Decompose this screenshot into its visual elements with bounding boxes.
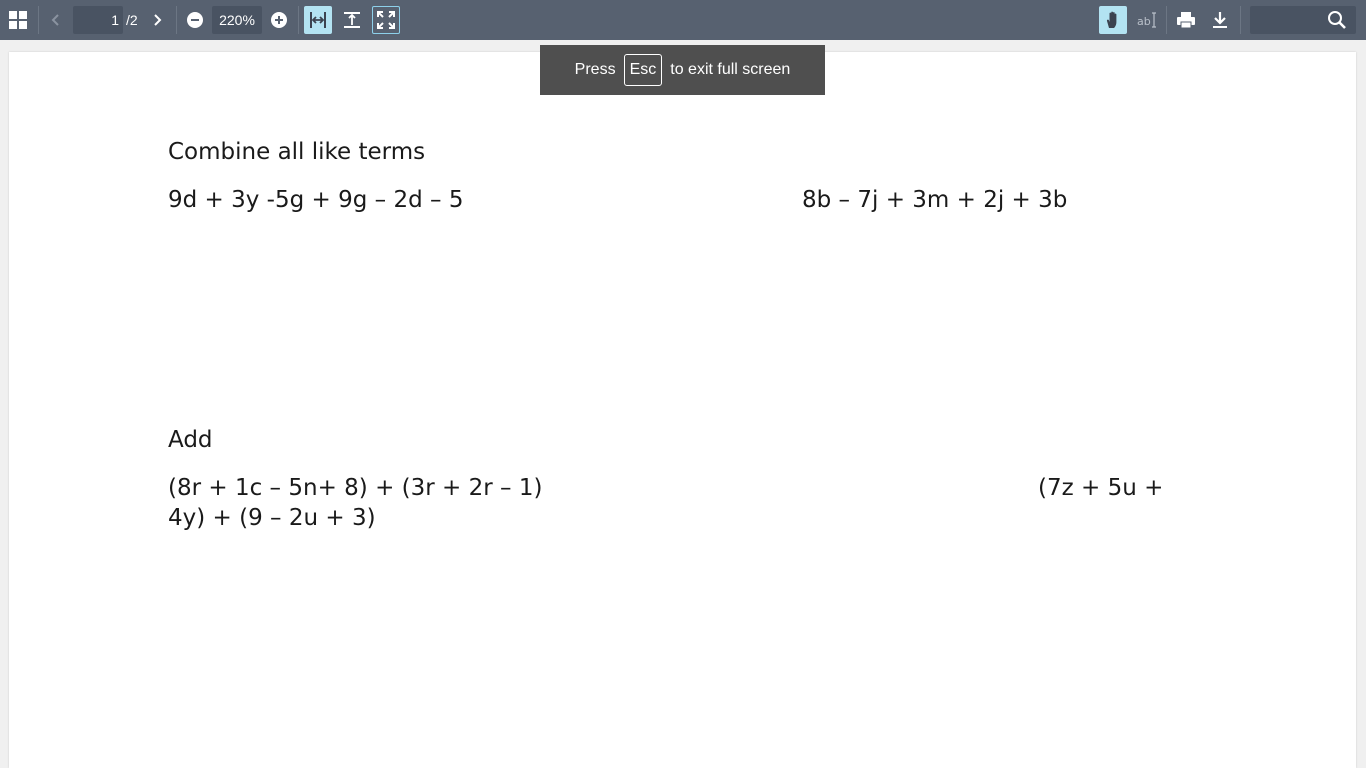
fullscreen-notice [540,45,825,95]
fit-width-icon [308,10,328,30]
print-button[interactable] [1172,6,1200,34]
fit-width-button[interactable] [304,6,332,34]
zoom-out-button[interactable] [181,6,209,34]
notice-suffix: to exit full screen [670,61,791,78]
fullscreen-button[interactable] [372,6,400,34]
toolbar-divider [38,6,39,34]
esc-key-badge: Esc [624,54,663,86]
sidebar-toggle-button[interactable] [4,6,32,34]
download-button[interactable] [1206,6,1234,34]
toolbar-divider [1240,6,1241,34]
magnifier-icon [1327,10,1347,30]
toolbar-divider [1166,6,1167,34]
section-heading: Add [168,427,213,453]
problem-expression: 8b – 7j + 3m + 2j + 3b [802,187,1068,213]
notice-prefix: Press [574,61,616,78]
fullscreen-icon [376,10,396,30]
section-heading: Combine all like terms [168,139,426,165]
plus-circle-icon [271,12,287,28]
next-page-button[interactable] [143,6,171,34]
minus-circle-icon [187,12,203,28]
hand-icon [1104,10,1122,30]
problem-expression: 9d + 3y -5g + 9g – 2d – 5 [168,187,464,213]
chevron-left-icon [50,13,62,27]
printer-icon [1176,10,1196,30]
problem-expression: (7z + 5u + [1038,475,1164,501]
download-icon [1210,10,1230,30]
toolbar-divider [298,6,299,34]
text-select-icon [1136,10,1158,30]
fit-page-icon [342,10,362,30]
text-select-button[interactable] [1133,6,1161,34]
previous-page-button[interactable] [42,6,70,34]
page-number-input[interactable] [73,6,123,34]
problem-expression: (8r + 1c – 5n+ 8) + (3r + 2r – 1) [168,475,543,501]
pdf-page [9,52,1356,768]
toolbar-divider [176,6,177,34]
fit-page-button[interactable] [338,6,366,34]
hand-tool-button[interactable] [1099,6,1127,34]
zoom-in-button[interactable] [265,6,293,34]
problem-expression: 4y) + (9 – 2u + 3) [168,505,376,531]
grid-icon [8,10,28,30]
pdf-toolbar [0,0,1366,40]
svg-text:ab: ab [1137,15,1151,28]
zoom-level-field[interactable] [212,6,262,34]
chevron-right-icon [151,13,163,27]
page-total-label: /2 [126,12,138,28]
search-button[interactable] [1326,9,1348,31]
